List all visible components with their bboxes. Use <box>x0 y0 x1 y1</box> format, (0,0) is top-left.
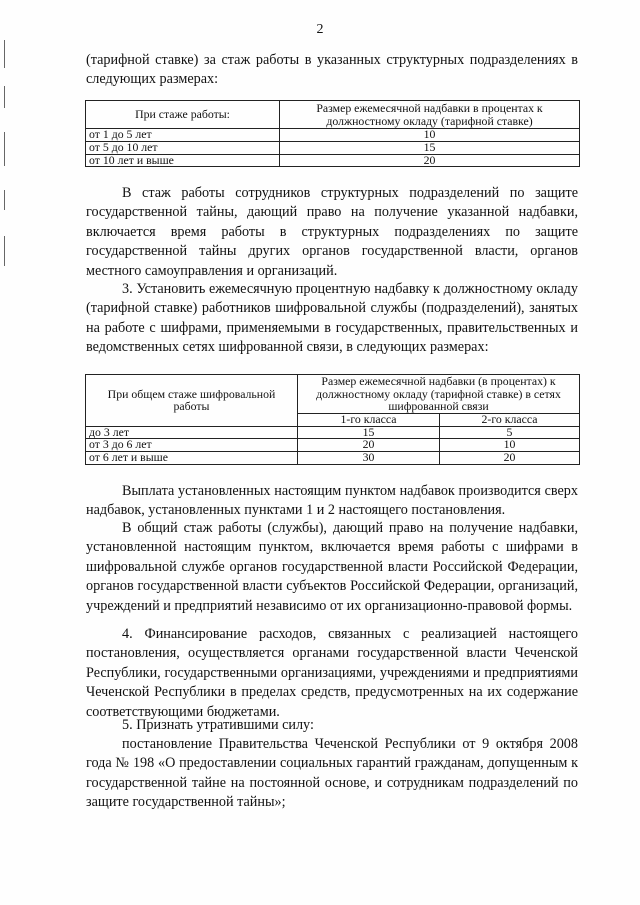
table2-row3-class2: 20 <box>440 452 580 465</box>
table1-row2-value: 15 <box>280 141 580 154</box>
table1-row1-value: 10 <box>280 129 580 142</box>
table2-row2-label: от 3 до 6 лет <box>86 439 298 452</box>
margin-scan-marks <box>4 40 6 280</box>
table1-row2-label: от 5 до 10 лет <box>86 141 280 154</box>
paragraph-item-5-resolution: постановление Правительства Чеченской Республики от 9 октября 2008 года № 198 «О предоставлении социальных гарантий гражданам, допущенным к государственной тайне на постоянной основе, и сотрудникам подразделений по защите государственной тайны»; <box>86 736 578 811</box>
table2-row1-class2: 5 <box>440 426 580 439</box>
page-number: 2 <box>316 22 324 37</box>
paragraph-item-4: 4. Финансирование расходов, связанных с реализацией настоящего постановления, осуществляется органами государственной власти Чеченской Республики, государственными организациями, учреждениями и предприятиями Чеченской Республики в пределах средств, предусмотренных на их содержание соответствующими бюджетами. <box>86 626 578 720</box>
table2-row2-class2: 10 <box>440 439 580 452</box>
intro-paragraph: (тарифной ставке) за стаж работы в указанных структурных подразделениях в следующих размерах: <box>86 52 578 88</box>
table1-header-allowance: Размер ежемесячной надбавки в процентах к должностному окладу (тарифной ставке) <box>280 101 580 129</box>
paragraph-seniority-scope: В стаж работы сотрудников структурных подразделений по защите государственной тайны, дающий право на получение указанной надбавки, включается время работы в структурных подразделениях по защите государственной тайны других органов государственной власти, органов местного самоуправления и организаций. <box>86 185 578 279</box>
table-row <box>86 141 580 154</box>
table-seniority-allowance <box>85 100 580 167</box>
table2-row1-label: до 3 лет <box>86 426 298 439</box>
table2-row2-class1: 20 <box>298 439 440 452</box>
paragraph-item-3: 3. Установить ежемесячную процентную надбавку к должностному окладу (тарифной ставке) работников шифровальной службы (подразделений), занятых на работе с шифрами, применяемыми в государственных, правительственных и ведомственных сетях шифрованной связи, в следующих размерах: <box>86 281 578 356</box>
table2-header-seniority: При общем стаже шифровальной работы <box>86 375 298 427</box>
table2-row3-label: от 6 лет и выше <box>86 452 298 465</box>
table1-header-seniority: При стаже работы: <box>86 101 280 129</box>
table2-subheader-class1: 1-го класса <box>298 413 440 426</box>
paragraph-item-5: 5. Признать утратившими силу: <box>122 717 314 733</box>
paragraph-general-seniority: В общий стаж работы (службы), дающий право на получение надбавки, установленной настоящим пунктом, включается время работы с шифрами в шифровальной службе органов государственной власти Российской Федерации, органов государственной власти субъектов Российской Федерации, организаций, учреждений и предприятий независимо от их организационно-правовой формы. <box>86 520 578 614</box>
table1-row3-value: 20 <box>280 154 580 167</box>
table-row <box>86 452 580 465</box>
table2-row3-class1: 30 <box>298 452 440 465</box>
table1-row3-label: от 10 лет и выше <box>86 154 280 167</box>
table2-header-allowance: Размер ежемесячной надбавки (в процентах) к должностному окладу (тарифной ставке) в сетях шифрованной связи <box>298 375 580 414</box>
table-row <box>86 439 580 452</box>
table2-subheader-class2: 2-го класса <box>440 413 580 426</box>
table-row <box>86 154 580 167</box>
paragraph-payment: Выплата установленных настоящим пунктом надбавок производится сверх надбавок, установленных пунктами 1 и 2 настоящего постановления. <box>86 483 578 519</box>
table-row <box>86 426 580 439</box>
table2-row1-class1: 15 <box>298 426 440 439</box>
table-cipher-allowance <box>85 374 580 465</box>
table1-row1-label: от 1 до 5 лет <box>86 129 280 142</box>
table-row <box>86 129 580 142</box>
